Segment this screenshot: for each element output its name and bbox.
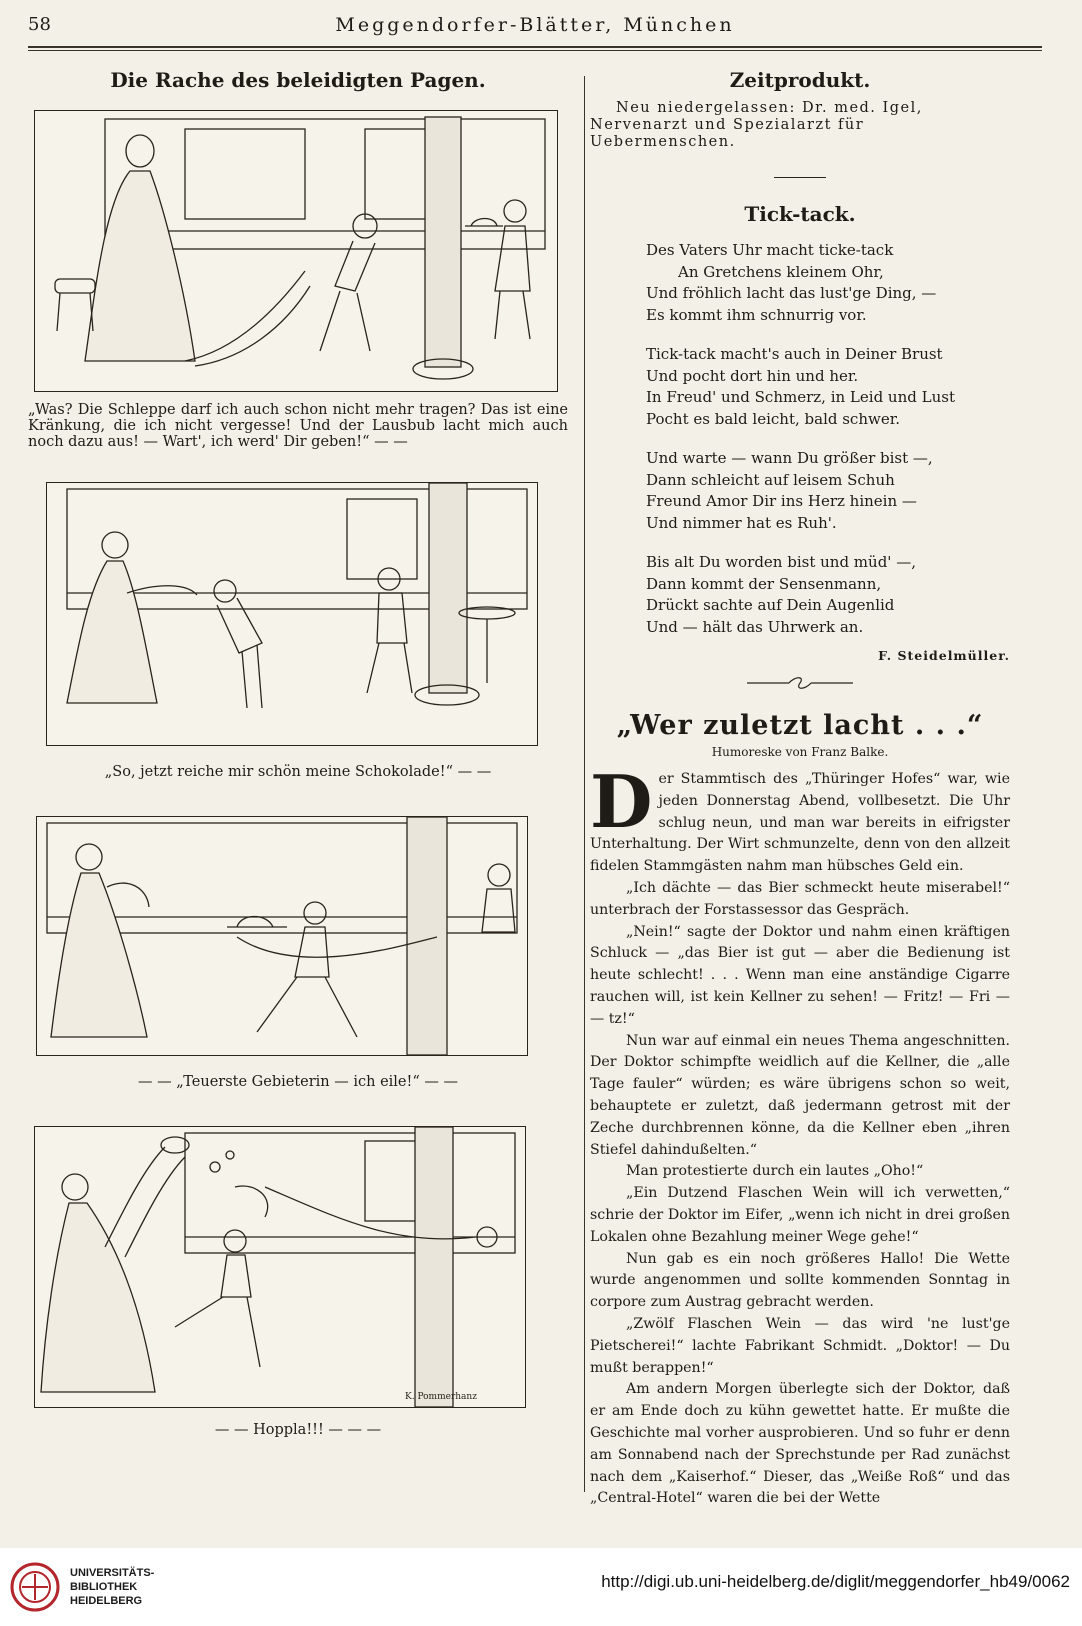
header-rule-thin xyxy=(28,50,1042,51)
text-column xyxy=(590,62,1010,1510)
section-rule xyxy=(774,177,826,178)
source-url-link[interactable]: http://digi.ub.uni-heidelberg.de/diglit/meggendorfer_hb49/0062 xyxy=(601,1572,1070,1591)
story-paragraph: „Ich dächte — das Bier schmeckt heute miserabel!“ unterbrach der Forstassessor das Gespräch. xyxy=(590,879,1010,918)
poem-author: F. Steidelmüller. xyxy=(878,648,1010,663)
poem-line: Pocht es bald leicht, bald schwer. xyxy=(646,409,901,428)
poem-line: In Freud' und Schmerz, in Leid und Lust xyxy=(646,388,955,406)
story-paragraph: Nun war auf einmal ein neues Thema angeschnitten. Der Doktor schimpfte weidlich auf die Kellner, die „alle Tage fauler“ würden; es wäre übrigens schon so weit, behauptete er zuletzt, daß jedermann getrost mit der Zeche durchbrennen könne, da die Kellner eben „ihren Stiefel dahindußelten.“ xyxy=(590,1032,1010,1158)
poem-line: Und fröhlich lacht das lust'ge Ding, — xyxy=(646,284,937,302)
poem-line: Und warte — wann Du größer bist —, xyxy=(646,449,933,467)
library-footer xyxy=(0,1548,1082,1626)
poem-title: Tick-tack. xyxy=(744,202,856,226)
poem-line: Freund Amor Dir ins Herz hinein — xyxy=(646,492,917,510)
page-header xyxy=(28,14,1042,40)
poem xyxy=(646,240,1010,638)
poem-line: Dann kommt der Sensenmann, xyxy=(646,574,882,593)
zeitprodukt-text: Neu niedergelassen: Dr. med. Igel, Nervenarzt und Spezialarzt für Uebermenschen. xyxy=(590,100,923,150)
drop-cap: D xyxy=(590,759,653,844)
cartoon-column xyxy=(28,58,568,1438)
university-seal-icon xyxy=(10,1562,60,1612)
column-divider xyxy=(584,76,585,1492)
story-paragraph: „Nein!“ sagte der Doktor und nahm einen kräftigen Schluck — „das Bier ist gut — aber die Bedienung ist heute schlecht! . . . Wenn man eine anständige Cigarre rauchen will, ist kein Kellner zu sehen! — Fritz! — Fri — — tz!“ xyxy=(590,923,1010,1027)
caption-2: „So, jetzt reiche mir schön meine Schokolade!“ — — xyxy=(104,764,492,780)
cartoon-panel-3 xyxy=(36,816,528,1056)
story-title: „Wer zuletzt lacht . . .“ xyxy=(616,710,984,741)
story-paragraph: Nun gab es ein noch größeres Hallo! Die Wette wurde angenommen und sollte kommenden Sonntag in corpore zum Austrag gebracht werden. xyxy=(590,1250,1010,1311)
poem-line: Tick-tack macht's auch in Deiner Brust xyxy=(646,345,943,363)
poem-line: Drückt sachte auf Dein Augenlid xyxy=(646,596,895,614)
zeitprodukt-title: Zeitprodukt. xyxy=(729,68,871,92)
artist-signature: K. Pommerhanz xyxy=(405,1392,477,1402)
running-title: Meggendorfer-Blätter, München xyxy=(335,14,735,36)
header-rule xyxy=(28,46,1042,48)
poem-stanza-3 xyxy=(646,448,1010,534)
story-body xyxy=(590,759,1010,1510)
poem-stanza-1 xyxy=(646,240,1010,326)
poem-line: Und pocht dort hin und her. xyxy=(646,366,859,385)
library-name: UNIVERSITÄTS- BIBLIOTHEK HEIDELBERG xyxy=(70,1567,155,1607)
poem-line: Bis alt Du worden bist und müd' —, xyxy=(646,553,916,571)
cartoon-panel-1 xyxy=(34,110,558,392)
poem-line: Und — hält das Uhrwerk an. xyxy=(646,617,864,636)
poem-stanza-4 xyxy=(646,552,1010,638)
page-number: 58 xyxy=(28,14,51,35)
poem-line: Dann schleicht auf leisem Schuh xyxy=(646,470,895,489)
story-subtitle: Humoreske von Franz Balke. xyxy=(711,745,889,759)
cartoon-panel-4 xyxy=(34,1126,526,1408)
story-paragraph: Man protestierte durch ein lautes „Oho!“ xyxy=(626,1163,924,1180)
story-paragraph: „Zwölf Flaschen Wein — das wird 'ne lust'ge Pietscherei!“ lachte Fabrikant Schmidt. „Doktor! — Du mußt berappen!“ xyxy=(590,1315,1010,1376)
story-paragraph: Am andern Morgen überlegte sich der Doktor, daß er am Ende doch zu kühn gewettet hatte. Er mußte die Geschichte mal vorher ausprobieren. Und so fuhr er denn am Sonnabend nach der Sprechstunde per Rad zunächst nach dem „Kaiserhof.“ Dieser, das „Weiße Roß“ und das „Central-Hotel“ waren die bei der Wette xyxy=(590,1381,1010,1507)
cartoon-panel-2 xyxy=(46,482,538,746)
story-paragraph: Der Stammtisch des „Thüringer Hofes“ war, wie jeden Donnerstag Abend, vollbesetzt. Die Uhr schlug neun, und man war bereits in eifrigster Unterhaltung. Der Wirt schmunzelte, denn von den allzeit fidelen Stammgästen nahm man hübsches Geld ein. xyxy=(590,759,1010,875)
caption-4: — — Hoppla!!! — — — xyxy=(214,1422,382,1438)
poem-line: An Gretchens kleinem Ohr, xyxy=(678,262,884,281)
cartoon-title: Die Rache des beleidigten Pagen. xyxy=(110,68,486,92)
caption-1: „Was? Die Schleppe darf ich auch schon nicht mehr tragen? Das ist eine Kränkung, die ich nicht vergesse! Und der Lausbub lacht mich auch noch dazu aus! — Wart', ich werd' Dir geben!“ — — xyxy=(28,402,568,450)
story-paragraph: „Ein Dutzend Flaschen Wein will ich verwetten,“ schrie der Doktor im Eifer, „wenn ich nicht in drei großen Lokalen ohne Bezahlung meiner Wege gehe!“ xyxy=(590,1185,1010,1245)
poem-stanza-2 xyxy=(646,344,1010,430)
poem-line: Des Vaters Uhr macht ticke-tack xyxy=(646,241,894,259)
caption-3: — — „Teuerste Gebieterin — ich eile!“ — — xyxy=(138,1074,458,1090)
ornament-divider xyxy=(590,675,1010,694)
poem-line: Und nimmer hat es Ruh'. xyxy=(646,513,837,532)
poem-line: Es kommt ihm schnurrig vor. xyxy=(646,305,867,324)
